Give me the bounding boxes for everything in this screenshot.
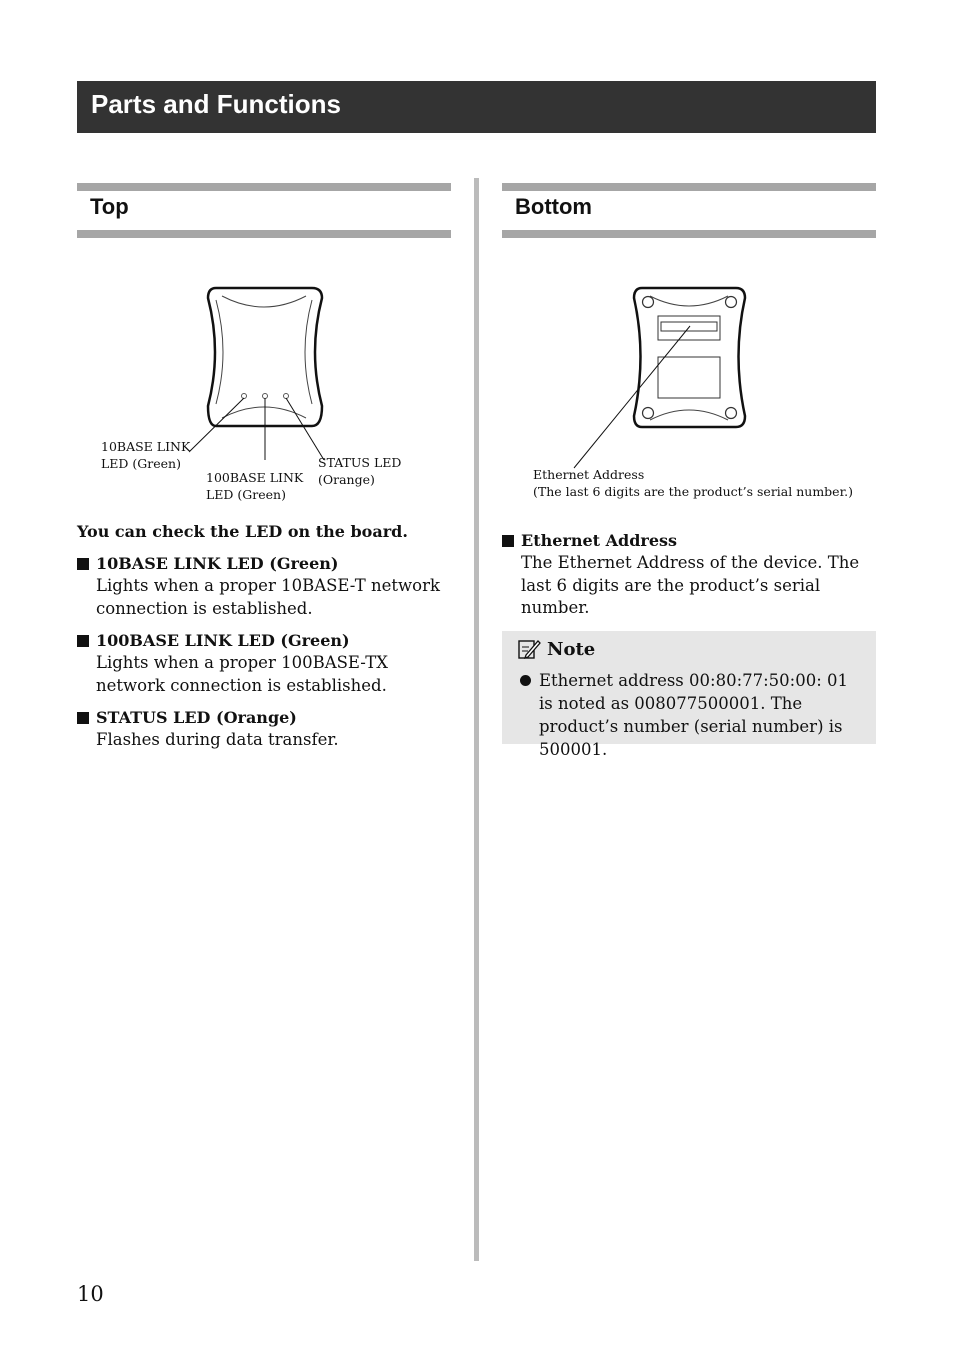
top-heading: Top bbox=[90, 194, 129, 219]
item-10base-led bbox=[77, 553, 457, 620]
callout-10base-line2: LED (Green) bbox=[101, 456, 181, 471]
square-bullet-icon bbox=[77, 558, 89, 570]
bottom-heading-bar-upper bbox=[502, 183, 876, 191]
square-bullet-icon bbox=[502, 535, 514, 547]
callout-10base-led bbox=[101, 438, 190, 472]
item-body: The Ethernet Address of the device. The last 6 digits are the product’s serial number. bbox=[521, 553, 860, 617]
item-title: 10BASE LINK LED (Green) bbox=[96, 554, 339, 573]
column-divider bbox=[474, 178, 479, 1261]
item-title: 100BASE LINK LED (Green) bbox=[96, 631, 350, 650]
title-banner bbox=[77, 81, 876, 133]
item-ethernet-address bbox=[502, 530, 878, 620]
round-bullet-icon bbox=[520, 675, 531, 686]
square-bullet-icon bbox=[77, 635, 89, 647]
device-top-diagram bbox=[180, 280, 340, 460]
bottom-heading-bar-lower bbox=[502, 230, 876, 238]
callout-status-led bbox=[318, 454, 401, 488]
callout-10base-line1: 10BASE LINK bbox=[101, 439, 191, 454]
item-100base-led bbox=[77, 630, 457, 697]
callout-100base-line2: LED (Green) bbox=[206, 487, 286, 502]
top-intro-text: You can check the LED on the board. bbox=[77, 522, 408, 541]
item-title: STATUS LED (Orange) bbox=[96, 708, 297, 727]
callout-status-line1: STATUS LED bbox=[318, 455, 402, 470]
bottom-heading: Bottom bbox=[515, 194, 592, 219]
note-box bbox=[502, 631, 876, 759]
callout-status-line2: (Orange) bbox=[318, 472, 375, 487]
callout-ethernet-line2: (The last 6 digits are the product’s serial number.) bbox=[533, 484, 854, 499]
top-heading-bar-upper bbox=[77, 183, 451, 191]
callout-100base-led bbox=[206, 469, 303, 503]
top-heading-bar-lower bbox=[77, 230, 451, 238]
item-status-led bbox=[77, 707, 457, 752]
item-body: Flashes during data transfer. bbox=[96, 730, 339, 749]
item-body: Lights when a proper 100BASE-TX network connection is established. bbox=[96, 653, 389, 695]
device-bottom-diagram bbox=[570, 280, 760, 470]
page-number: 10 bbox=[77, 1282, 104, 1306]
callout-ethernet-line1: Ethernet Address bbox=[533, 467, 645, 482]
callout-ethernet-address bbox=[533, 466, 853, 500]
item-body: Lights when a proper 10BASE-T network connection is established. bbox=[96, 576, 440, 618]
page-title: Parts and Functions bbox=[91, 89, 341, 119]
note-pencil-icon bbox=[517, 638, 541, 660]
callout-100base-line1: 100BASE LINK bbox=[206, 470, 304, 485]
note-title: Note bbox=[547, 638, 596, 660]
item-title: Ethernet Address bbox=[521, 531, 678, 550]
square-bullet-icon bbox=[77, 712, 89, 724]
note-text: Ethernet address 00:80:77:50:00: 01 is noted as 008077500001. The product’s number (serial number) is 500001. bbox=[539, 671, 849, 759]
